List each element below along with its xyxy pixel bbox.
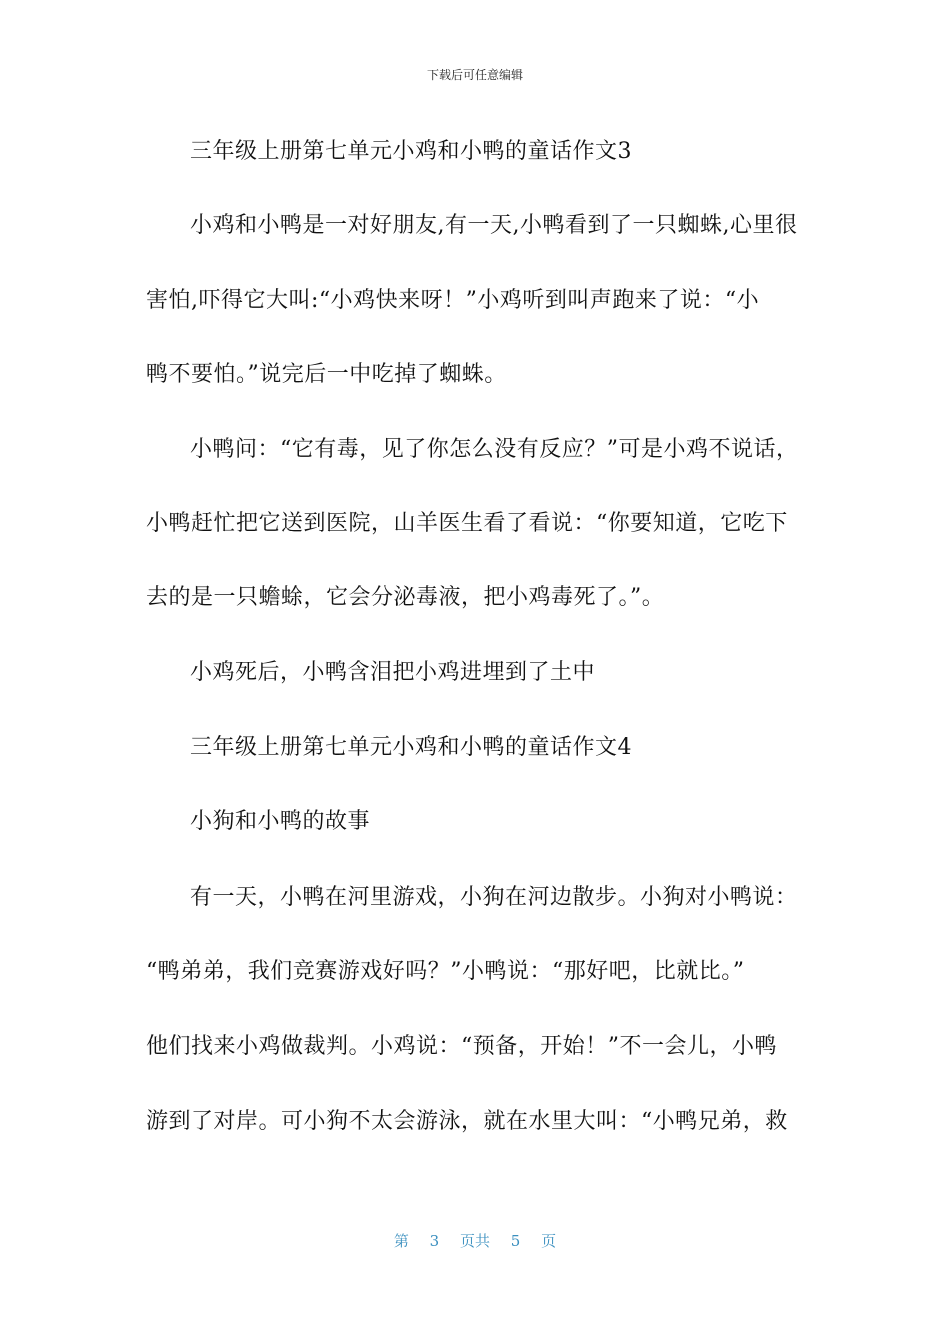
page-total: 5 xyxy=(510,1232,521,1250)
story-title: 小狗和小鸭的故事 xyxy=(190,809,371,834)
section-title: 三年级上册第七单元小鸡和小鸭的童话作文3 xyxy=(190,139,632,164)
paragraph-line: 鸭不要怕。”说完后一中吃掉了蜘蛛。 xyxy=(146,362,507,387)
section-title: 三年级上册第七单元小鸡和小鸭的童话作文4 xyxy=(190,735,632,760)
paragraph-line: 有一天，小鸭在河里游戏，小狗在河边散步。小狗对小鸭说： xyxy=(190,885,798,910)
paragraph-line: 小鸭问：“它有毒，见了你怎么没有反应？”可是小鸡不说话， xyxy=(190,437,799,462)
paragraph-line: “鸭弟弟，我们竞赛游戏好吗？”小鸭说：“那好吧，比就比。” xyxy=(146,959,745,984)
page-current: 3 xyxy=(429,1232,440,1250)
paragraph-line: 去的是一只蟾蜍，它会分泌毒液，把小鸡毒死了。”。 xyxy=(146,585,665,610)
paragraph-line: 小鸡和小鸭是一对好朋友,有一天,小鸭看到了一只蜘蛛,心里很 xyxy=(190,213,798,238)
page-header: 下载后可任意编辑 xyxy=(426,68,523,82)
paragraph-line: 游到了对岸。可小狗不太会游泳，就在水里大叫：“小鸭兄弟，救 xyxy=(146,1109,788,1134)
paragraph-line: 害怕,吓得它大叫:“小鸡快来呀！”小鸡听到叫声跑来了说：“小 xyxy=(146,288,760,313)
paragraph-line: 小鸡死后，小鸭含泪把小鸡进埋到了土中 xyxy=(190,660,596,685)
page-label-suffix: 页 xyxy=(541,1232,557,1250)
paragraph-line: 他们找来小鸡做裁判。小鸡说：“预备，开始！”不一会儿，小鸭 xyxy=(146,1034,777,1059)
paragraph-line: 小鸭赶忙把它送到医院，山羊医生看了看说：“你要知道，它吃下 xyxy=(146,511,788,536)
page-label-prefix: 第 xyxy=(393,1232,409,1250)
page-footer xyxy=(0,1230,950,1251)
page-label-middle: 页共 xyxy=(459,1232,490,1250)
